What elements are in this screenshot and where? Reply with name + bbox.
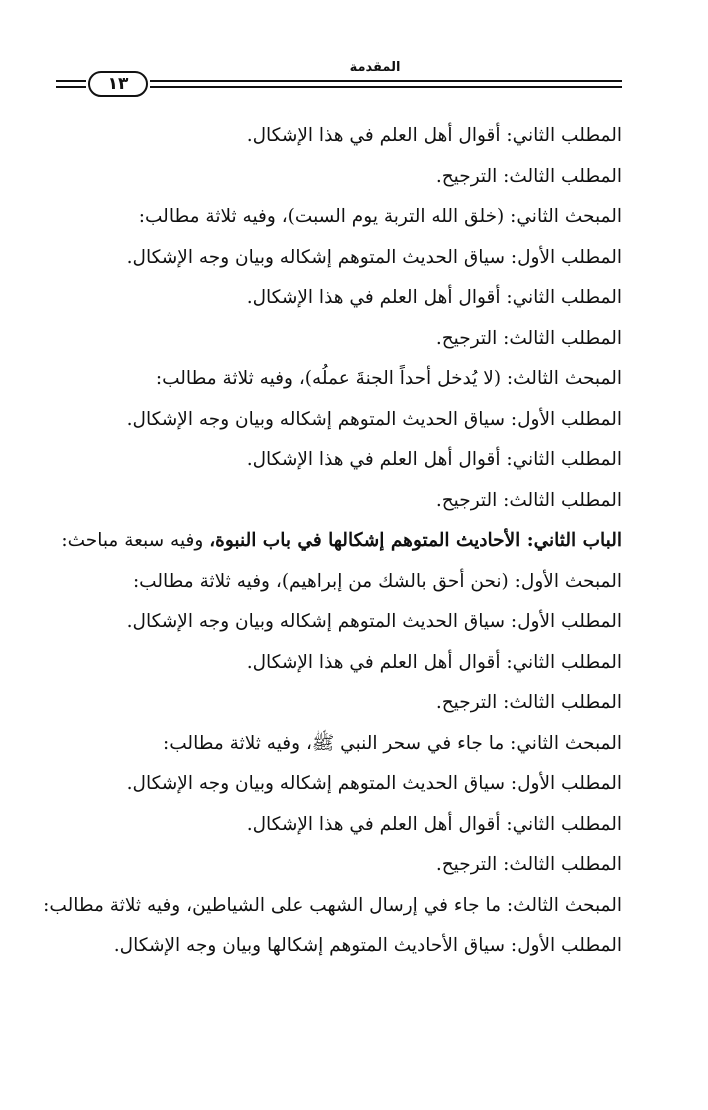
toc-line: المبحث الثاني: ما جاء في سحر النبي ﷺ، وفيه ثلاثة مطالب: [163, 732, 622, 754]
header-rule-bottom [150, 86, 622, 88]
toc-line: المطلب الأول: سياق الحديث المتوهم إشكاله وبيان وجه الإشكال. [126, 408, 622, 430]
toc-line: المطلب الثالث: الترجيح. [435, 489, 622, 511]
toc-line: المبحث الثاني: (خلق الله التربة يوم السبت)، وفيه ثلاثة مطالب: [138, 206, 622, 227]
table-of-contents [42, 116, 622, 967]
header-rule-top [150, 80, 622, 82]
header-rule-left-bottom [56, 86, 86, 88]
toc-line: المطلب الأول: سياق الحديث المتوهم إشكاله وبيان وجه الإشكال. [126, 611, 622, 632]
toc-line: المطلب الثالث: الترجيح. [435, 327, 622, 349]
header-rule-left-top [56, 80, 86, 82]
chapter-heading: الباب الثاني: الأحاديث المتوهم إشكالها في باب النبوة، [209, 530, 622, 551]
toc-line: المطلب الثالث: الترجيح. [435, 165, 622, 187]
toc-line: المطلب الأول: سياق الحديث المتوهم إشكاله وبيان وجه الإشكال. [126, 246, 622, 268]
toc-paragraph: المبحث الثالث: ما جاء في إرسال الشهب على الشياطين، وفيه ثلاثة مطالب: [43, 894, 622, 916]
toc-line: المبحث الثالث: (لا يُدخل أحداً الجنةَ عملُه)، وفيه ثلاثة مطالب: [155, 368, 622, 389]
toc-line: المبحث الأول: (نحن أحق بالشك من إبراهيم)، وفيه ثلاثة مطالب: [132, 570, 622, 592]
toc-line: المطلب الثاني: أقوال أهل العلم في هذا الإشكال. [246, 651, 622, 673]
page-number: ١٣ [88, 71, 148, 97]
chapter-paragraph [42, 521, 622, 562]
toc-line: المطلب الثاني: أقوال أهل العلم في هذا الإشكال. [246, 125, 622, 146]
toc-line: المطلب الثاني: أقوال أهل العلم في هذا الإشكال. [246, 287, 622, 308]
running-head-title: المقدمة [349, 60, 401, 75]
chapter-heading-rest: وفيه سبعة مباحث: [61, 530, 210, 551]
toc-paragraph: المطلب الأول: سياق الأحاديث المتوهم إشكالها وبيان وجه الإشكال. [113, 935, 622, 956]
toc-line: المطلب الثاني: أقوال أهل العلم في هذا الإشكال. [246, 813, 622, 835]
toc-line: المطلب الثاني: أقوال أهل العلم في هذا الإشكال. [246, 449, 622, 470]
toc-line: المطلب الثالث: الترجيح. [435, 692, 622, 713]
toc-line: المطلب الثالث: الترجيح. [435, 854, 622, 875]
toc-line: المطلب الأول: سياق الحديث المتوهم إشكاله وبيان وجه الإشكال. [126, 773, 622, 794]
